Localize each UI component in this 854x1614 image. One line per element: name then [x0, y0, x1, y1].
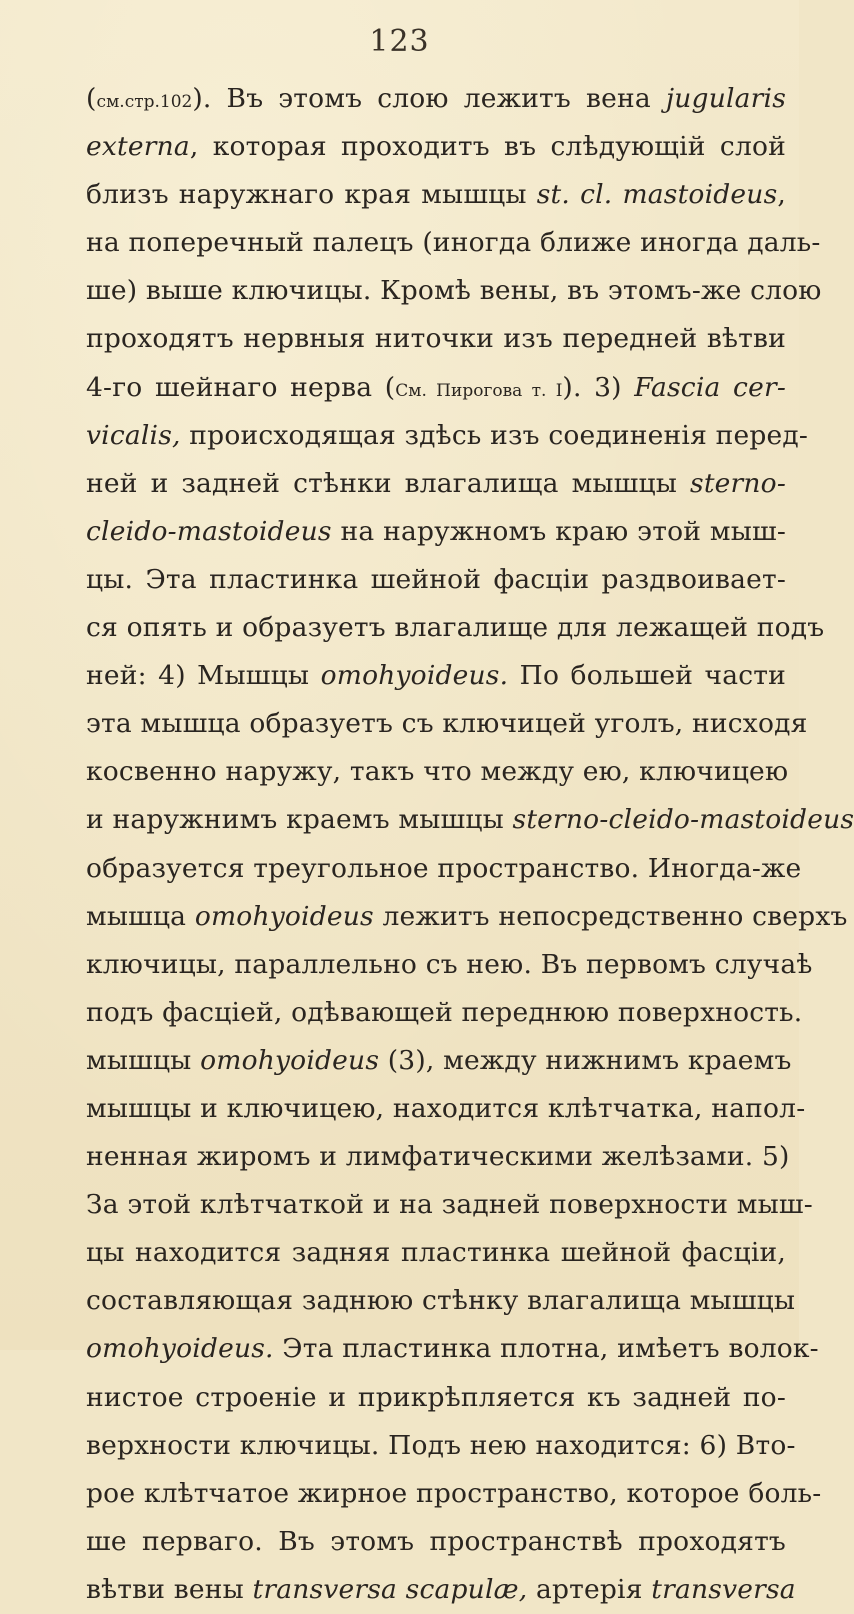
text-line	[86, 989, 803, 1037]
text-line	[86, 171, 786, 219]
text-run: лежитъ непосредственно сверхъ	[373, 900, 848, 932]
text-line	[86, 267, 822, 315]
text-line	[86, 1085, 806, 1133]
reference-note: см.стр.102	[96, 92, 193, 112]
latin-term: externa	[86, 131, 190, 163]
text-run: мышца	[86, 900, 195, 932]
text-line	[86, 1470, 822, 1518]
text-run: цы. Эта пластинка шейной фасціи раздвоивает-	[86, 563, 786, 595]
text-run: косвенно наружу, такъ что между ею, ключицею	[86, 756, 789, 788]
text-run: цы находится задняя пластинка шейной фасціи,	[86, 1237, 786, 1269]
text-run: , которая проходитъ въ слѣдующій слой	[189, 131, 786, 163]
text-line	[86, 1181, 813, 1229]
reference-note: См. Пирогова т. I	[395, 380, 563, 401]
text-line	[86, 796, 854, 844]
text-run: Эта пластинка плотна, имѣетъ волок-	[273, 1333, 819, 1365]
text-line	[86, 941, 813, 989]
text-line	[86, 1374, 786, 1422]
text-run: ше) выше ключицы. Кромѣ вены, въ этомъ-же слою	[86, 275, 822, 307]
text-run: артерія	[527, 1573, 652, 1605]
latin-term: cleido-mastoideus	[86, 515, 332, 547]
latin-term: Fascia cer-	[634, 371, 786, 403]
text-run: и наружнимъ краемъ мышцы	[86, 804, 513, 836]
text-run: ). Въ этомъ слою лежитъ вена	[192, 83, 666, 114]
latin-term: omohyoideus	[194, 900, 374, 932]
text-line	[86, 1566, 796, 1614]
text-run: По большей части	[508, 660, 787, 692]
text-line	[86, 604, 825, 652]
text-line	[86, 748, 789, 796]
text-run: ней: 4) Мышцы	[86, 660, 321, 692]
text-run: эта мышца образуетъ съ ключицей уголъ, нисходя	[86, 708, 808, 740]
text-run: (	[86, 83, 97, 114]
text-run: нистое строеніе и прикрѣпляется къ задней по-	[86, 1381, 786, 1413]
text-run: ,	[777, 179, 786, 211]
text-line	[86, 75, 786, 123]
text-line	[86, 315, 786, 363]
text-line	[86, 1133, 790, 1181]
text-run: мышцы	[86, 1044, 201, 1076]
text-run: вѣтви вены	[86, 1573, 253, 1605]
body-text	[86, 75, 854, 1614]
text-line	[86, 556, 786, 604]
text-line	[86, 652, 786, 700]
text-run: (3), между нижнимъ краемъ	[379, 1044, 792, 1076]
latin-term: jugularis	[665, 83, 786, 114]
text-line	[86, 364, 786, 412]
latin-term: omohyoideus	[200, 1044, 380, 1076]
text-run: За этой клѣтчаткой и на задней поверхности мыш-	[86, 1189, 813, 1221]
latin-term: sterno-cleido-mastoideus	[512, 804, 854, 836]
text-run: ключицы, параллельно съ нею. Въ первомъ случаѣ	[86, 948, 813, 980]
latin-term: omohyoideus.	[320, 660, 509, 692]
text-run: верхности ключицы. Подъ нею находится: 6) Вто-	[86, 1429, 796, 1461]
text-line	[86, 1422, 796, 1470]
text-line	[86, 845, 802, 893]
latin-term: sterno-	[690, 467, 786, 499]
text-line	[86, 508, 786, 556]
text-run: 4-го шейнаго нерва (	[86, 371, 396, 403]
text-run: образуется треугольное пространство. Иногда-же	[86, 852, 802, 884]
text-line	[86, 1037, 792, 1085]
text-run: составляющая заднюю стѣнку влагалища мышцы	[86, 1285, 796, 1317]
page-number: 123	[369, 24, 430, 59]
text-run: рое клѣтчатое жирное пространство, которое боль-	[86, 1477, 822, 1509]
latin-term: transversa scapulæ,	[252, 1573, 528, 1605]
text-line	[86, 893, 848, 941]
text-run: ше перваго. Въ этомъ пространствѣ проходятъ	[86, 1525, 786, 1557]
text-line	[86, 123, 786, 171]
text-run: ся опять и образуетъ влагалище для лежащей подъ	[86, 612, 825, 644]
text-run: проходятъ нервныя ниточки изъ передней вѣтви	[86, 323, 786, 355]
latin-term: st. cl. mastoideus	[536, 179, 778, 211]
text-run: на поперечный палецъ (иногда ближе иногда даль-	[86, 227, 821, 259]
text-line	[86, 1518, 786, 1566]
latin-term: transversa	[651, 1573, 796, 1605]
text-line	[86, 1325, 819, 1373]
text-run: происходящая здѣсь изъ соединенія перед-	[180, 419, 809, 451]
text-run: ). 3)	[562, 371, 635, 403]
text-line	[86, 1277, 796, 1325]
text-line	[86, 412, 809, 460]
text-run: подъ фасціей, одѣвающей переднюю поверхность.	[86, 996, 803, 1028]
latin-term: vicalis,	[86, 419, 181, 451]
text-run: мышцы и ключицею, находится клѣтчатка, напол-	[86, 1092, 806, 1124]
latin-term: omohyoideus.	[86, 1333, 274, 1365]
text-run: ней и задней стѣнки влагалища мышцы	[86, 467, 691, 499]
text-line	[86, 700, 808, 748]
text-run: близъ наружнаго края мышцы	[86, 179, 537, 211]
text-run: на наружномъ краю этой мыш-	[331, 515, 786, 547]
text-line	[86, 1229, 786, 1277]
text-run: ненная жиромъ и лимфатическими желѣзами. 5)	[86, 1141, 790, 1173]
text-line	[86, 219, 821, 267]
text-line	[86, 460, 786, 508]
